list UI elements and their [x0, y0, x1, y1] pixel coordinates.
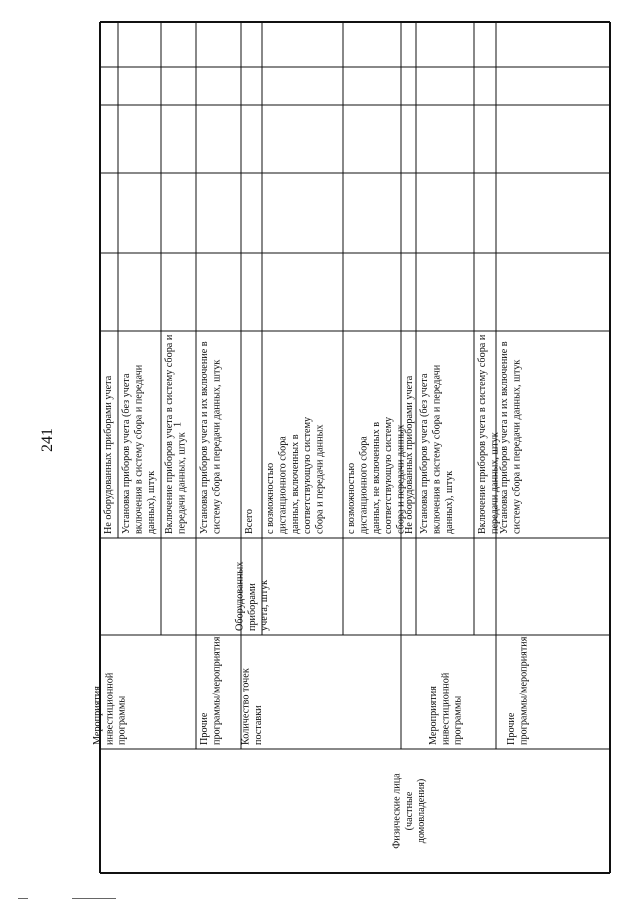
table-cell-text: передачи данных, штук [489, 432, 501, 534]
table-cell-text: Установка приборов учета (без учета [121, 373, 132, 534]
table-cell-text: Прочие [506, 712, 518, 745]
table-cell-text: с возможностью [265, 462, 276, 534]
table-cell-text: данных), штук [443, 470, 455, 534]
table-cell-text: Не оборудованных приборами учета [103, 375, 114, 534]
table-cell-text: программы/мероприятия [518, 636, 530, 745]
table-cell-text: с возможностью [346, 462, 357, 534]
table-cell-text: включения в систему сбора и передачи [431, 364, 443, 534]
table-cell-text: приборами [246, 583, 258, 631]
scan-mark [18, 898, 28, 899]
table-cell-text: соответствующую систему [302, 416, 314, 534]
table-cell-text: программы/мероприятия [211, 636, 223, 745]
table-cell-text: систему сбора и передачи данных, штук [211, 359, 223, 534]
table-cell-text: сбора и передачи данных [314, 424, 326, 534]
table-cell-text: Установка приборов учета (без учета [419, 373, 430, 534]
table-cell-text: данных, включенных в [289, 434, 301, 534]
table-cell-text: программы [116, 695, 128, 745]
table-cell-text: передачи данных, штук [176, 432, 188, 534]
table-cell-text: учета, штук [259, 579, 271, 631]
table-cell-text: Не оборудованных приборами учета [404, 375, 415, 534]
table-cell-text: Установка приборов учета и их включение в [199, 341, 210, 534]
page-number: 241 [39, 428, 56, 452]
table-cell-text: соответствующую систему [383, 416, 395, 534]
table-cell-text: данных, не включенных в [370, 421, 382, 534]
table-cell-text: Мероприятия [91, 686, 103, 745]
table-cell-text: включения в систему сбора и передачи [133, 364, 145, 534]
table-cell-text: инвестиционной [104, 672, 116, 745]
table-cell-text: Прочие [199, 712, 210, 745]
table-cell-text: сбора и передачи данных [395, 424, 407, 534]
table-cell-text: Включение приборов учета в систему сбора и [477, 334, 488, 534]
rotated-data-table [91, 22, 610, 873]
table-cell-text: Количество точек [240, 668, 252, 745]
table-cells [92, 334, 530, 849]
table-cell-text: (частные [403, 791, 415, 831]
table-cell-text: Оборудованных [234, 561, 246, 631]
table-cell-text: Установка приборов учета и их включение в [499, 341, 510, 534]
table-cell-text: Включение приборов учета в систему сбора и [164, 334, 175, 534]
table-cell-text: Мероприятия [427, 686, 439, 745]
table-cell-text: инвестиционной [440, 672, 452, 745]
table-cell-text: дистанционного сбора [277, 436, 289, 534]
table-cell-text: домовладения) [416, 778, 428, 844]
table-cell-text: Физические лица [391, 773, 403, 849]
table-cell-text: поставки [253, 705, 264, 745]
footnote-marker: 1 [172, 421, 184, 427]
table-cell-text: дистанционного сбора [358, 436, 370, 534]
scan-mark [72, 898, 116, 899]
table-cell-text: данных), штук [145, 470, 157, 534]
table-cell-text: систему сбора и передачи данных, штук [511, 359, 523, 534]
table-cell-text: Всего [244, 509, 255, 534]
table-cell-text: программы [452, 695, 464, 745]
